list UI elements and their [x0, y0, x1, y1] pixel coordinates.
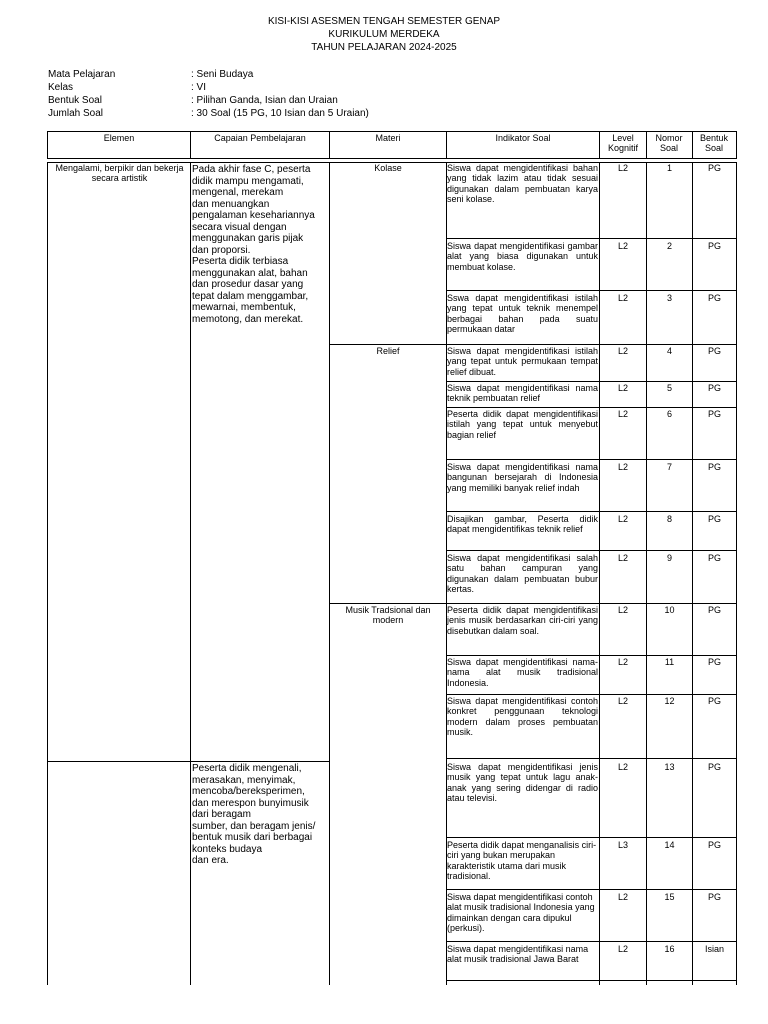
- table-border: [47, 761, 330, 762]
- bentuk-cell: PG: [707, 892, 721, 902]
- capaian-line: dan proporsi.: [192, 244, 251, 256]
- table-border: [446, 550, 737, 551]
- nomor-cell: 7: [666, 462, 672, 472]
- nomor-cell: 5: [666, 383, 672, 393]
- table-border: [446, 459, 737, 460]
- table-border: [599, 131, 600, 159]
- indikator-cell: Siswa dapat mengidentifikasi contoh alat musik tradisional Indonesia yang dimainkan dengan cara dipukul (perkusi).: [447, 892, 595, 934]
- capaian-line: memotong, dan merekat.: [192, 313, 304, 325]
- header-capaian: Capaian Pembelajaran: [214, 133, 306, 143]
- table-border: [646, 162, 647, 985]
- bentuk-cell: PG: [707, 840, 721, 850]
- level-cell: L2: [617, 762, 628, 772]
- bentuk-cell: PG: [707, 514, 721, 524]
- document-header: [0, 15, 768, 54]
- meta-row-class: [48, 81, 369, 94]
- indikator-cell: Sswa dapat mengidentifikasi istilah yang tepat untuk teknik menempel berbagai bahan pada suatu permukaan datar: [447, 293, 598, 335]
- meta-label: Mata Pelajaran: [48, 69, 116, 80]
- capaian-line: sumber, dan beragam jenis/: [192, 820, 316, 832]
- indikator-cell: Peserta didik dapat mengidentifikasi istilah yang tepat untuk menyebut bagian relief: [447, 409, 598, 440]
- indikator-cell: Siswa dapat mengidentifikasi nama teknik pembuatan relief: [447, 383, 598, 404]
- nomor-cell: 16: [664, 944, 675, 954]
- capaian-line: mencoba/bereksperimen,: [192, 786, 305, 797]
- table-border: [446, 980, 737, 981]
- table-border: [47, 162, 48, 985]
- capaian-line: Pada akhir fase C, peserta: [192, 164, 311, 175]
- meta-value: : Pilihan Ganda, Isian dan Uraian: [191, 95, 338, 106]
- capaian-line: dan merespon bunyimusik: [192, 797, 309, 809]
- capaian-line: secara visual dengan: [192, 221, 287, 233]
- capaian-cell: [192, 164, 328, 325]
- nomor-cell: 10: [664, 605, 675, 615]
- capaian-line: tepat dalam menggambar,: [192, 290, 309, 302]
- table-border: [329, 162, 330, 985]
- header-materi: Materi: [375, 133, 401, 143]
- header-title: KISI-KISI ASESMEN TENGAH SEMESTER GENAP: [267, 16, 501, 27]
- capaian-line: merasakan, menyimak,: [192, 774, 296, 786]
- capaian-line: Peserta didik mengenali,: [192, 763, 302, 774]
- table-border: [446, 407, 737, 408]
- table-border: [446, 941, 737, 942]
- table-border: [646, 131, 647, 159]
- level-cell: L2: [617, 383, 628, 393]
- header-curriculum: KURIKULUM MERDEKA: [328, 29, 440, 40]
- header-elemen: Elemen: [103, 133, 135, 143]
- capaian-line: dan prosedur dasar yang: [192, 279, 304, 290]
- table-border: [190, 162, 191, 985]
- table-border: [329, 344, 447, 345]
- level-cell: L2: [617, 514, 628, 524]
- indikator-cell: Siswa dapat mengidentifikasi istilah yang tepat untuk permukaan tempat relief dibuat.: [447, 346, 598, 377]
- nomor-cell: 6: [666, 409, 672, 419]
- indikator-cell: Siswa dapat mengidentifikasi gambar alat yang biasa digunakan untuk membuat kolase.: [447, 241, 598, 272]
- materi-cell: Relief: [376, 346, 400, 356]
- table-border: [446, 603, 737, 604]
- meta-row-question-type: [48, 94, 369, 107]
- level-cell: L2: [617, 293, 628, 303]
- level-cell: L2: [617, 553, 628, 563]
- header-nomor: Nomor Soal: [655, 133, 683, 154]
- table-border: [446, 655, 737, 656]
- meta-value: : 30 Soal (15 PG, 10 Isian dan 5 Uraian): [191, 108, 369, 119]
- table-border: [446, 290, 737, 291]
- table-border: [446, 837, 737, 838]
- table-border: [446, 381, 737, 382]
- table-border: [736, 162, 737, 985]
- indikator-cell: Siswa dapat mengidentifikasi nama-nama alat musik tradisional Indonesia.: [447, 657, 598, 688]
- table-border: [446, 511, 737, 512]
- table-border: [446, 694, 737, 695]
- meta-label: Bentuk Soal: [48, 95, 102, 106]
- indikator-cell: Siswa dapat mengidentifikasi contoh konkret penggunaan teknologi modern dalam proses pembuatan musik.: [447, 696, 598, 738]
- capaian-line: menggunakan alat, bahan: [192, 267, 308, 279]
- capaian-line: dan menuangkan: [192, 198, 270, 210]
- nomor-cell: 11: [664, 657, 675, 667]
- meta-value: : VI: [191, 82, 207, 93]
- bentuk-cell: PG: [707, 163, 721, 173]
- indikator-cell: Siswa dapat mengidentifikasi nama bangunan bersejarah di Indonesia yang memiliki banyak relief indah: [447, 462, 598, 493]
- document-meta: [48, 68, 369, 120]
- nomor-cell: 2: [666, 241, 672, 251]
- capaian-line: bentuk musik dari berbagai: [192, 832, 313, 843]
- capaian-line: Peserta didik terbiasa: [192, 256, 289, 267]
- header-level: Level Kognitif: [607, 133, 639, 154]
- table-border: [47, 158, 737, 159]
- table-border: [47, 131, 737, 132]
- bentuk-cell: PG: [707, 696, 721, 706]
- level-cell: L2: [617, 462, 628, 472]
- meta-row-subject: [48, 68, 369, 81]
- capaian-line: mewarnai, membentuk,: [192, 302, 296, 313]
- header-indikator: Indikator Soal: [495, 133, 551, 143]
- indikator-cell: Siswa dapat mengidentifikasi bahan yang tidak lazim atau tidak sesuai digunakan dalam pembuatan karya seni kolase.: [447, 163, 598, 205]
- level-cell: L3: [617, 840, 628, 850]
- level-cell: L2: [617, 657, 628, 667]
- capaian-line: dan era.: [192, 855, 229, 866]
- table-border: [692, 162, 693, 985]
- indikator-cell: Disajikan gambar, Peserta didik dapat mengidentifikas teknik relief: [447, 514, 598, 535]
- bentuk-cell: PG: [707, 346, 721, 356]
- bentuk-cell: PG: [707, 657, 721, 667]
- nomor-cell: 1: [666, 163, 672, 173]
- table-border: [446, 889, 737, 890]
- elemen-cell: Mengalami, berpikir dan bekerja secara artistik: [55, 163, 184, 184]
- table-border: [599, 162, 600, 985]
- indikator-cell: Siswa dapat mengidentifikasi nama alat musik tradisional Jawa Barat: [447, 944, 589, 965]
- table-border: [446, 238, 737, 239]
- header-year: TAHUN PELAJARAN 2024-2025: [311, 42, 457, 53]
- indikator-cell: Peserta didik dapat menganalisis ciri-ciri yang bukan merupakan karakteristik utama dari musik tradisional.: [447, 840, 597, 882]
- level-cell: L2: [617, 346, 628, 356]
- nomor-cell: 8: [666, 514, 672, 524]
- bentuk-cell: PG: [707, 462, 721, 472]
- nomor-cell: 3: [666, 293, 672, 303]
- level-cell: L2: [617, 944, 628, 954]
- capaian-line: mengenal, merekam: [192, 187, 284, 198]
- table-border: [736, 131, 737, 159]
- nomor-cell: 4: [666, 346, 672, 356]
- bentuk-cell: PG: [707, 241, 721, 251]
- level-cell: L2: [617, 605, 628, 615]
- nomor-cell: 12: [664, 696, 675, 706]
- level-cell: L2: [617, 163, 628, 173]
- level-cell: L2: [617, 409, 628, 419]
- indikator-cell: Siswa dapat mengidentifikasi jenis musik yang tepat untuk lagu anak-anak yang sering didengar di radio atau televisi.: [447, 762, 598, 804]
- level-cell: L2: [617, 241, 628, 251]
- materi-cell: Kolase: [374, 163, 402, 173]
- capaian-line: konteks budaya: [192, 843, 263, 855]
- table-border: [446, 758, 737, 759]
- table-border: [446, 344, 737, 345]
- materi-cell: Musik Tradsional dan modern: [345, 605, 431, 626]
- indikator-cell: Siswa dapat mengidentifikasi salah satu bahan campuran yang digunakan dalam pembuatan bubur kertas.: [447, 553, 598, 595]
- meta-value: : Seni Budaya: [191, 69, 254, 80]
- bentuk-cell: PG: [707, 762, 721, 772]
- capaian-line: pengalaman kesehariannya: [192, 210, 315, 221]
- bentuk-cell: PG: [707, 383, 721, 393]
- table-border: [329, 603, 447, 604]
- nomor-cell: 14: [664, 840, 675, 850]
- level-cell: L2: [617, 696, 628, 706]
- capaian-line: dari beragam: [192, 809, 251, 820]
- capaian-line: menggunakan garis pijak: [192, 233, 304, 244]
- indikator-cell: Peserta didik dapat mengidentifikasi jenis musik berdasarkan ciri-ciri yang disebutkan dalam soal.: [447, 605, 598, 636]
- level-cell: L2: [617, 892, 628, 902]
- header-bentuk: Bentuk Soal: [699, 133, 729, 154]
- meta-label: Kelas: [48, 82, 74, 93]
- meta-label: Jumlah Soal: [48, 108, 104, 119]
- table-border: [692, 131, 693, 159]
- bentuk-cell: PG: [707, 553, 721, 563]
- bentuk-cell: PG: [707, 293, 721, 303]
- capaian-line: didik mampu mengamati,: [192, 175, 304, 187]
- nomor-cell: 13: [664, 762, 675, 772]
- nomor-cell: 15: [664, 892, 675, 902]
- meta-row-question-count: [48, 107, 369, 120]
- bentuk-cell: PG: [707, 605, 721, 615]
- bentuk-cell: PG: [707, 409, 721, 419]
- nomor-cell: 9: [666, 553, 672, 563]
- capaian-cell: [192, 763, 328, 867]
- bentuk-cell: Isian: [704, 944, 724, 954]
